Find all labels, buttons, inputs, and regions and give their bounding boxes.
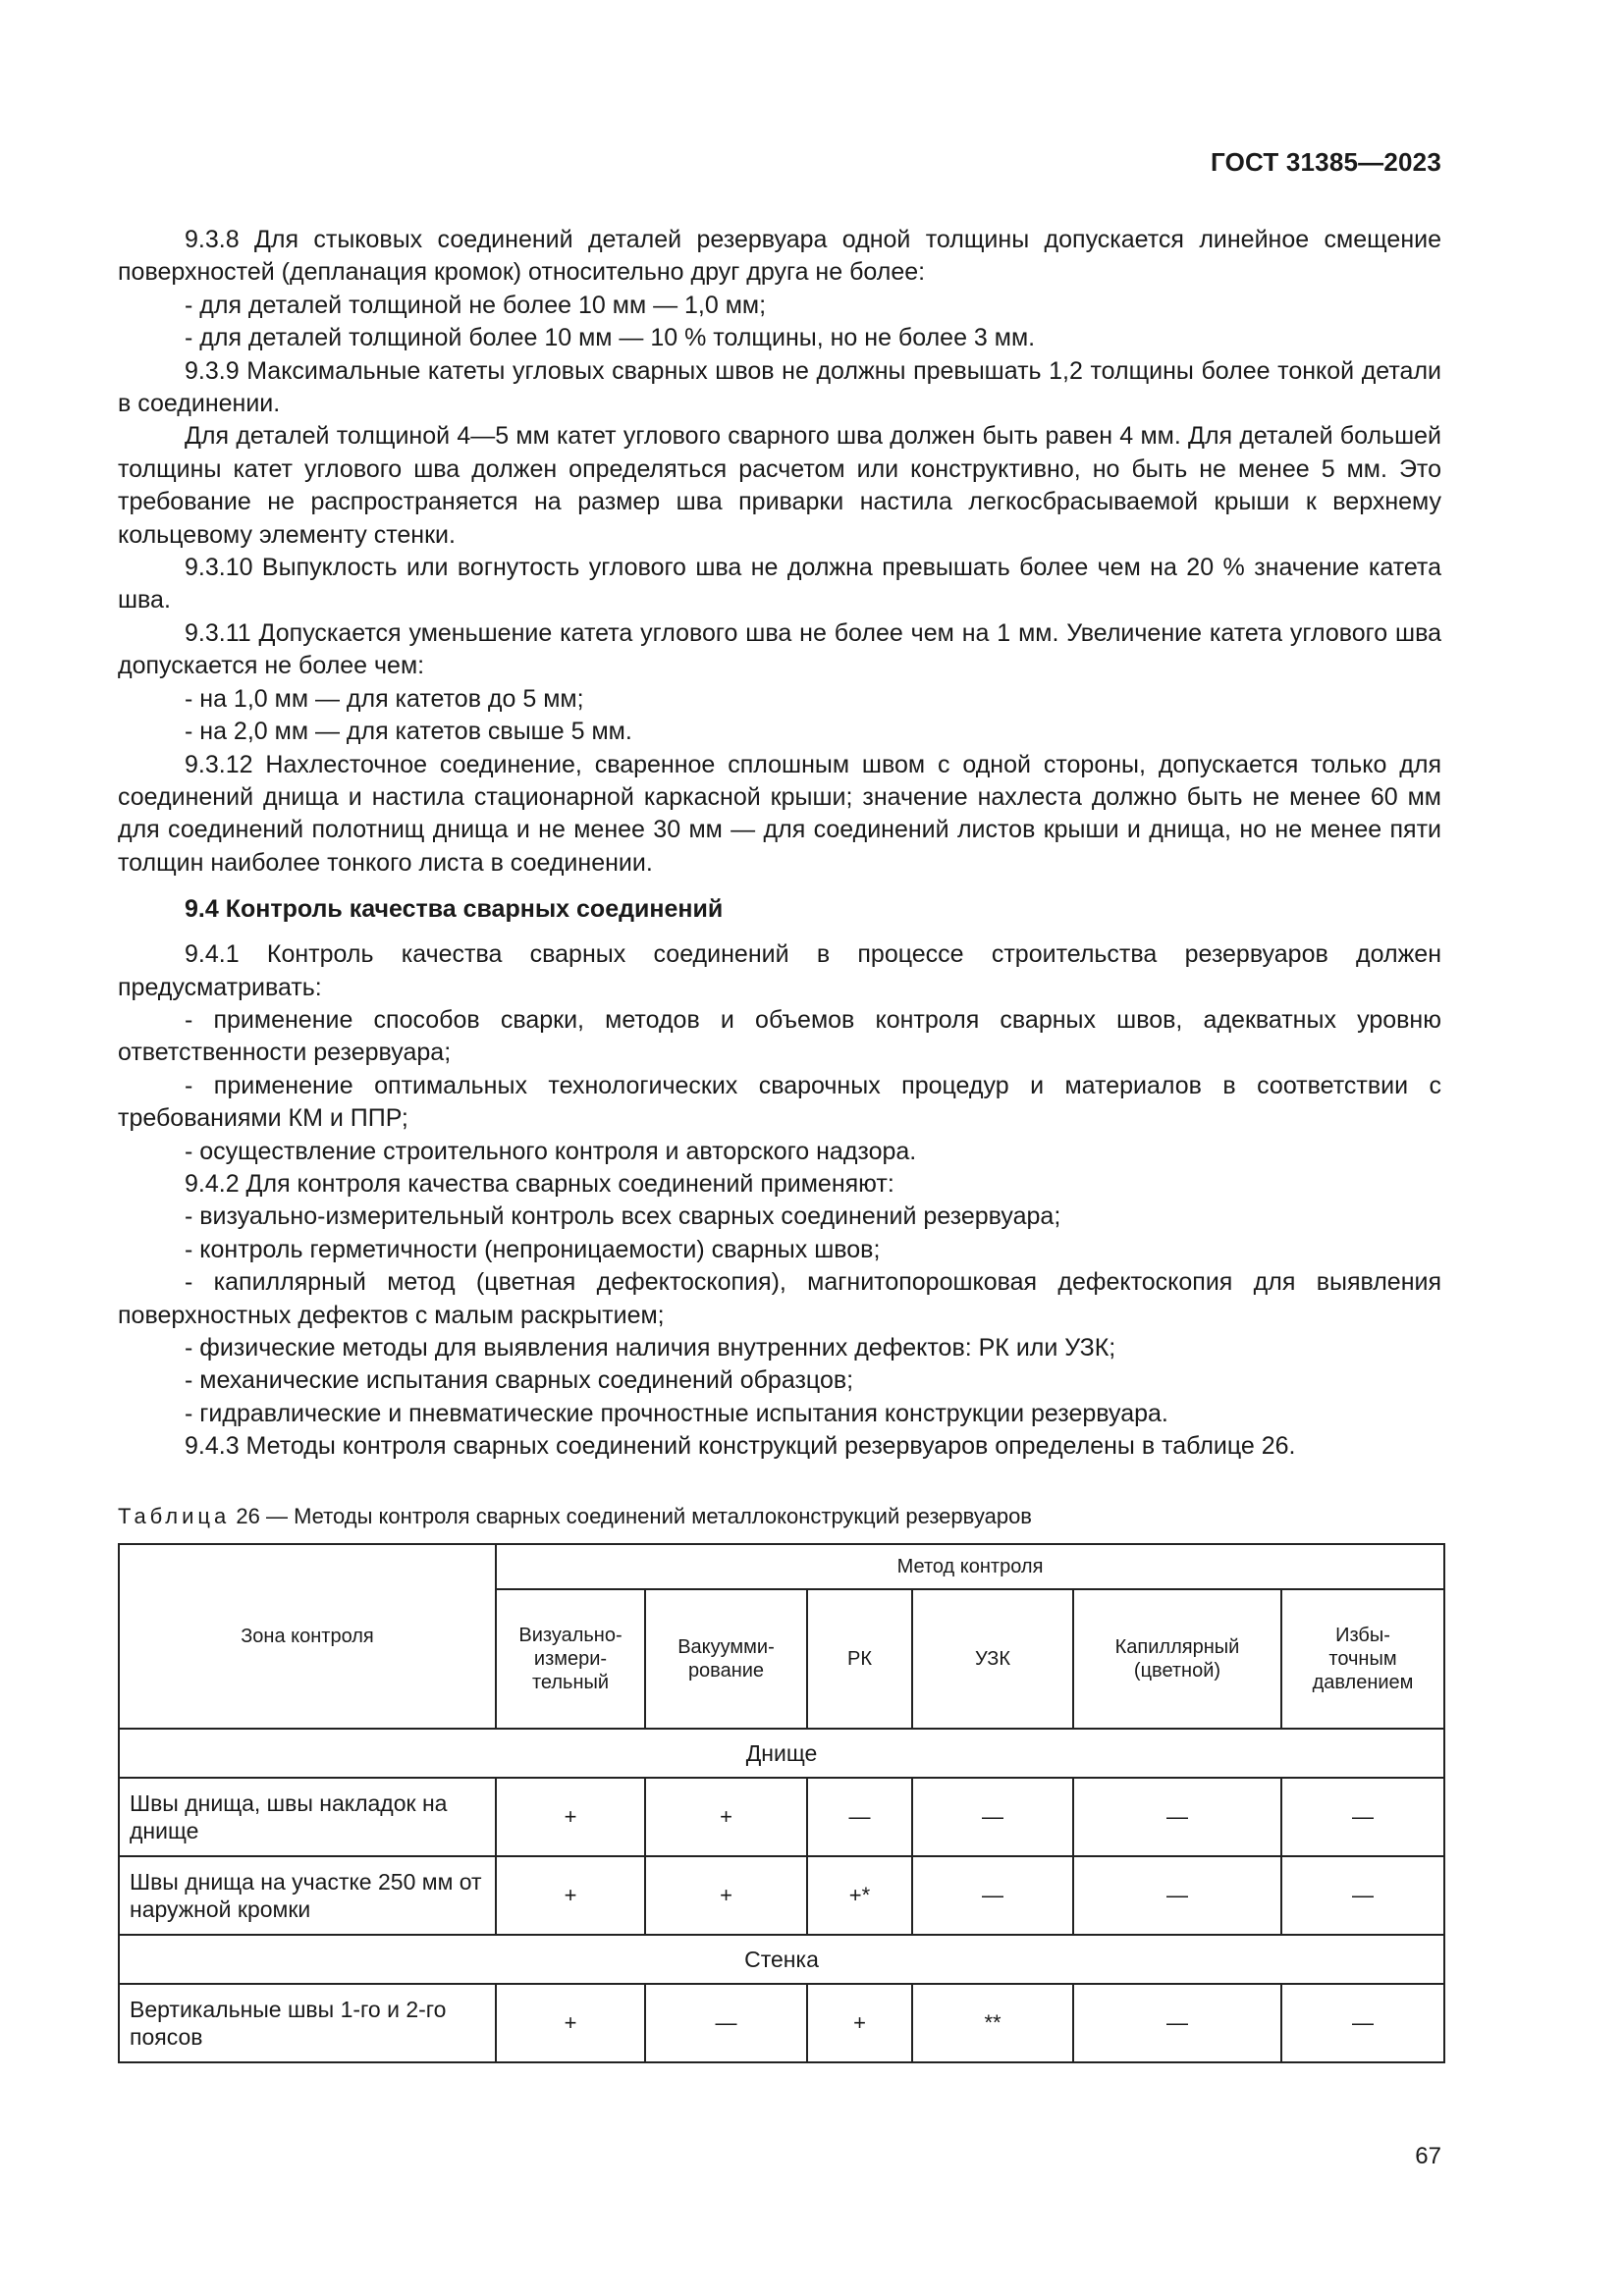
list-item: - применение оптимальных технологических сварочных процедур и материалов в соответствии с требованиями КМ и ППР; [118, 1071, 1441, 1133]
list-item: - на 1,0 мм — для катетов до 5 мм; [185, 684, 584, 713]
paragraph: 9.3.9 Максимальные катеты угловых сварных швов не должны превышать 1,2 толщины более тонкой детали в соединении. [118, 356, 1441, 418]
mark-cell: + [496, 1984, 645, 2062]
mark-cell: — [1073, 1778, 1281, 1856]
mark-cell: — [807, 1778, 912, 1856]
column-header: РК [807, 1589, 912, 1729]
list-item: - контроль герметичности (непроницаемости) сварных швов; [185, 1235, 881, 1263]
mark-cell: — [1281, 1984, 1444, 2062]
mark-cell: — [1073, 1984, 1281, 2062]
document-id-header: ГОСТ 31385—2023 [1211, 147, 1441, 177]
list-item: - на 2,0 мм — для катетов свыше 5 мм. [185, 718, 632, 746]
zone-cell: Швы днища, швы накладок на днище [119, 1778, 496, 1856]
paragraph: 9.4.1 Контроль качества сварных соединений в процессе строительства резервуаров должен предусматривать: [118, 940, 1441, 1001]
list-item: - осуществление строительного контроля и авторского надзора. [185, 1137, 917, 1165]
paragraph: 9.4.3 Методы контроля сварных соединений конструкций резервуаров определены в таблице 26. [185, 1432, 1296, 1461]
column-header: Вакуумми- рование [645, 1589, 807, 1729]
paragraph: Для деталей толщиной 4—5 мм катет углового сварного шва должен быть равен 4 мм. Для деталей большей толщины катет углового шва должен определяться расчетом или конструктивно, но быть не менее 5 мм. Это требование не распространяется на размер шва приварки настила легкосбрасываемой крыши к верхнему кольцевому элементу стенки. [118, 422, 1441, 549]
mark-cell: — [645, 1984, 807, 2062]
table-caption [118, 1502, 1032, 1531]
weld-control-methods-table [118, 1543, 1445, 2063]
section-title: Стенка [119, 1935, 1444, 1984]
zone-cell: Вертикальные швы 1-го и 2-го поясов [119, 1984, 496, 2062]
mark-cell: — [1281, 1856, 1444, 1935]
column-header: Капиллярный (цветной) [1073, 1589, 1281, 1729]
section-heading: 9.4 Контроль качества сварных соединений [185, 895, 724, 924]
mark-cell: + [645, 1778, 807, 1856]
list-item: - гидравлические и пневматические прочностные испытания конструкции резервуара. [185, 1399, 1168, 1427]
paragraph: 9.4.2 Для контроля качества сварных соединений применяют: [185, 1169, 894, 1198]
section-title: Днище [119, 1729, 1444, 1778]
table-row [119, 1778, 1444, 1856]
paragraph: 9.3.11 Допускается уменьшение катета углового шва не более чем на 1 мм. Увеличение катета углового шва допускается не более чем: [118, 618, 1441, 680]
mark-cell: — [1073, 1856, 1281, 1935]
mark-cell: +* [807, 1856, 912, 1935]
list-item: - капиллярный метод (цветная дефектоскопия), магнитопорошковая дефектоскопия для выявления поверхностных дефектов с малым раскрытием; [118, 1268, 1441, 1329]
table-row [119, 1856, 1444, 1935]
table-caption-label: Таблица [118, 1504, 231, 1528]
method-header: Метод контроля [496, 1544, 1444, 1589]
column-header: УЗК [912, 1589, 1073, 1729]
page-number: 67 [1415, 2143, 1441, 2169]
zone-cell: Швы днища на участке 250 мм от наружной кромки [119, 1856, 496, 1935]
list-item: - механические испытания сварных соединений образцов; [185, 1366, 854, 1395]
list-item: - визуально-измерительный контроль всех сварных соединений резервуара; [185, 1202, 1061, 1231]
mark-cell: + [496, 1778, 645, 1856]
mark-cell: + [496, 1856, 645, 1935]
mark-cell: — [912, 1778, 1073, 1856]
paragraph: 9.3.12 Нахлесточное соединение, сваренное сплошным швом с одной стороны, допускается только для соединений днища и настила стационарной каркасной крыши; значение нахлеста должно быть не менее 60 мм для соединений полотнищ днища и не менее 30 мм — для соединений листов крыши и днища, но не менее пяти толщин наиболее тонкого листа в соединении. [118, 750, 1441, 877]
zone-header: Зона контроля [119, 1544, 496, 1729]
list-item: - применение способов сварки, методов и объемов контроля сварных швов, адекватных уровню ответственности резервуара; [118, 1005, 1441, 1067]
list-item: - для деталей толщиной не более 10 мм — 1,0 мм; [185, 291, 767, 319]
column-header: Избы- точным давлением [1281, 1589, 1444, 1729]
mark-cell: — [912, 1856, 1073, 1935]
paragraph: 9.3.10 Выпуклость или вогнутость углового шва не должна превышать более чем на 20 % значение катета шва. [118, 554, 1441, 614]
list-item: - для деталей толщиной более 10 мм — 10 % толщины, но не более 3 мм. [185, 324, 1036, 352]
table-caption-text: 26 — Методы контроля сварных соединений металлоконструкций резервуаров [236, 1504, 1032, 1528]
mark-cell: + [645, 1856, 807, 1935]
mark-cell: + [807, 1984, 912, 2062]
column-header: Визуально- измери- тельный [496, 1589, 645, 1729]
table-row [119, 1984, 1444, 2062]
paragraph: 9.3.8 Для стыковых соединений деталей резервуара одной толщины допускается линейное смещение поверхностей (депланация кромок) относительно друг друга не более: [118, 226, 1441, 287]
body-text [118, 224, 1441, 1464]
mark-cell: — [1281, 1778, 1444, 1856]
mark-cell: ** [912, 1984, 1073, 2062]
list-item: - физические методы для выявления наличия внутренних дефектов: РК или УЗК; [185, 1334, 1116, 1362]
